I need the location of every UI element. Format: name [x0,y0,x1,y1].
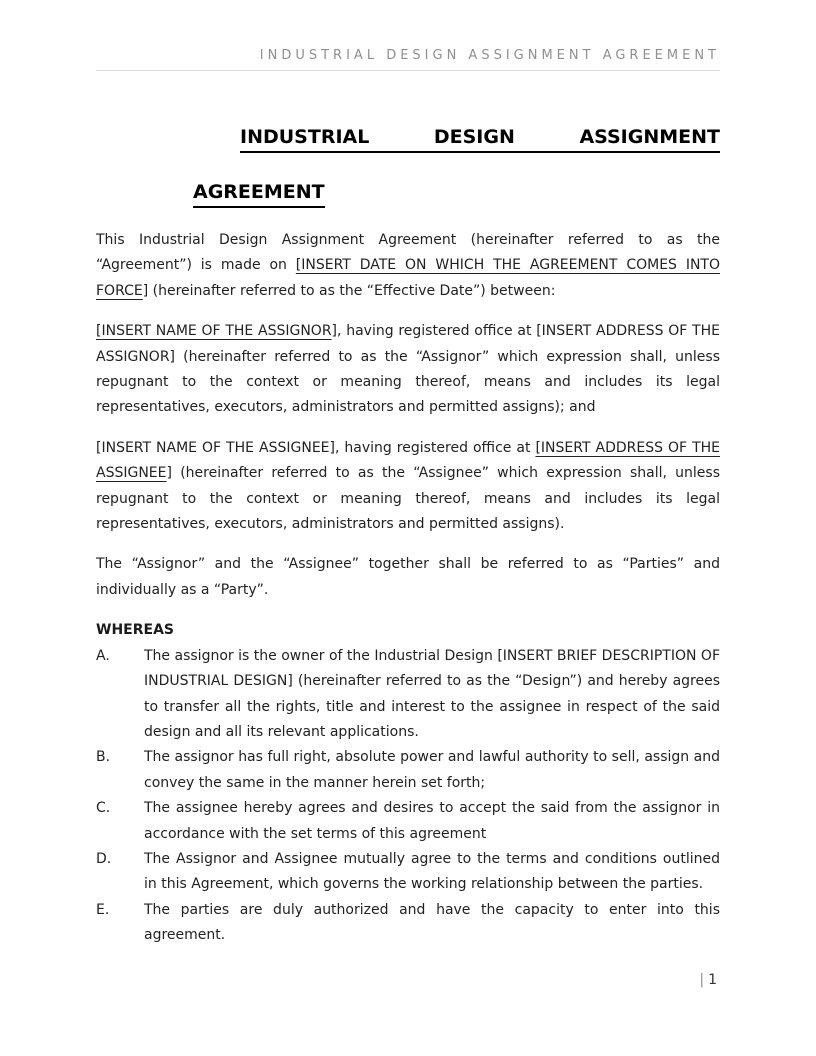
intro-paragraphs [96,228,720,603]
whereas-item [96,898,720,949]
whereas-item [96,847,720,898]
whereas-item-text: The assignee hereby agrees and desires to accept the said from the assignor in accordance with the set terms of this agreement [144,800,720,842]
paragraph [96,319,720,421]
document-title-line2: AGREEMENT [193,182,325,208]
whereas-item-label: A. [96,647,110,664]
whereas-list [96,644,720,949]
whereas-item-text: The assignor is the owner of the Industrial Design [INSERT BRIEF DESCRIPTION OF INDUSTRIAL DESIGN] (hereinafter referred to as the “Design”) and hereby agrees to transfer all the rights, title and interest to the assignee in respect of the said design and all its relevant applications. [144,647,720,740]
whereas-item-label: E. [96,901,110,918]
paragraph [96,552,720,603]
text-run: ] (hereinafter referred to as the “Assignee” which expression shall, unless repugnant to the context or meaning thereof, means and includes its legal representatives, executors, administrators and permitted assigns). [96,465,720,533]
paragraph [96,228,720,304]
whereas-item-label: C. [96,800,111,817]
whereas-heading: WHEREAS [96,622,174,639]
page-footer [699,972,717,988]
text-run: The “Assignor” and the “Assignee” together shall be referred to as “Parties” and individually as a “Party”. [96,556,720,598]
whereas-item-label: D. [96,850,112,867]
whereas-item-text: The assignor has full right, absolute power and lawful authority to sell, assign and convey the same in the manner herein set forth; [144,749,720,791]
whereas-item-text: The parties are duly authorized and have the capacity to enter into this agreement. [144,901,720,944]
whereas-item-text: The Assignor and Assignee mutually agree to the terms and conditions outlined in this Agreement, which governs the working relationship between the parties. [144,850,720,893]
document-title-line1 [240,127,720,153]
title-word-design: DESIGN [433,126,515,148]
title-word-industrial: INDUSTRIAL [240,126,370,148]
paragraph [96,436,720,538]
page-number: 1 [708,972,717,988]
running-header-title: INDUSTRIAL DESIGN ASSIGNMENT AGREEMENT [259,48,720,63]
text-run: This Industrial Design Assignment Agreement (hereinafter referred to as the “Agreement”) is made on [96,232,720,274]
text-run: [INSERT NAME OF THE ASSIGNEE], having registered office at [96,439,536,456]
text-run: ] (hereinafter referred to as the “Effective Date”) between: [142,282,556,299]
title-word-assignment: ASSIGNMENT [579,126,720,148]
text-run: ], having registered office at [INSERT ADDRESS OF THE ASSIGNOR] (hereinafter referred to as the “Assignor” which expression shall, unless repugnant to the context or meaning thereof, means and includes its legal representatives, executors, administrators and permitted assigns); and [96,323,720,416]
whereas-item [96,644,720,746]
placeholder-underlined-text: [INSERT NAME OF THE ASSIGNOR [96,323,332,340]
running-header [96,48,720,71]
whereas-item [96,745,720,796]
placeholder-underlined-text: [INSERT DATE ON WHICH THE AGREEMENT COMES INTO FORCE [96,257,720,299]
whereas-item [96,796,720,847]
whereas-item-label: B. [96,749,111,766]
placeholder-underlined-text: [INSERT ADDRESS OF THE ASSIGNEE [96,439,720,482]
footer-separator: | [699,972,705,988]
document-title [96,127,720,208]
